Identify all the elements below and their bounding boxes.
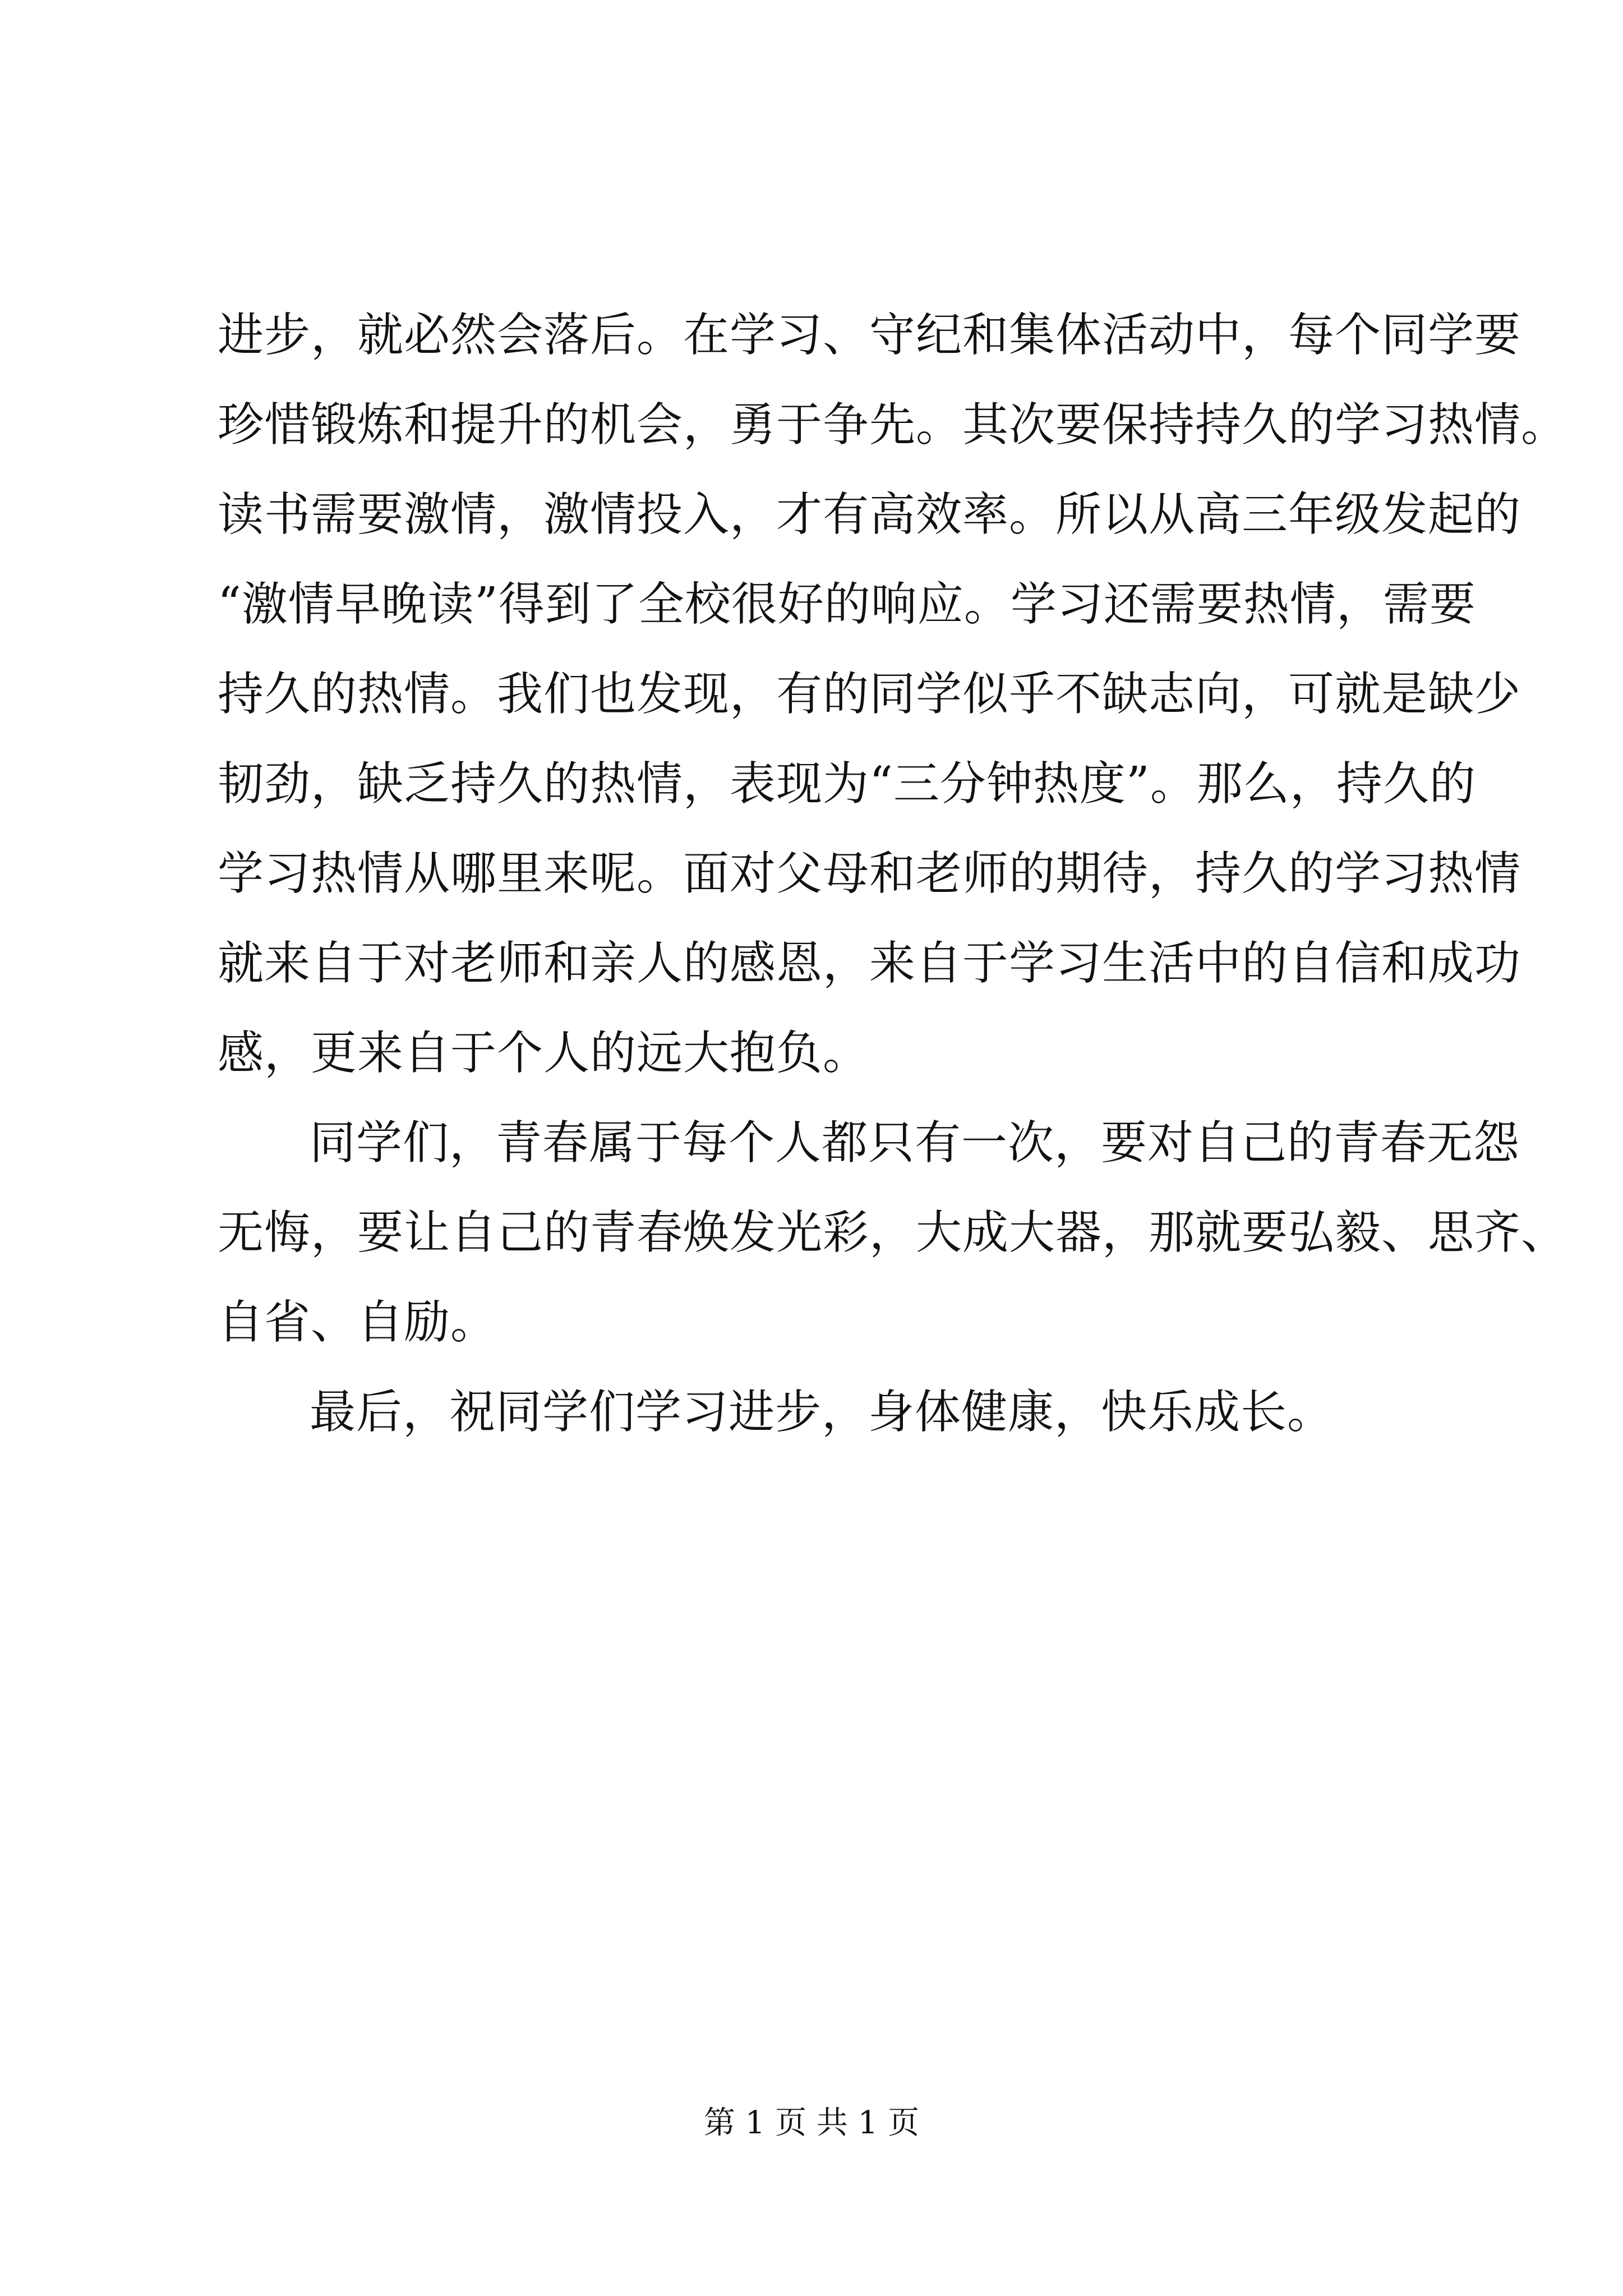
paragraph-1 xyxy=(218,291,1568,1098)
text-line: 持久的热情。我们也发现，有的同学似乎不缺志向，可就是缺少 xyxy=(218,668,1521,721)
text-line: 最后，祝同学们学习进步，身体健康，快乐成长。 xyxy=(310,1386,1334,1439)
text-line: 珍惜锻炼和提升的机会，勇于争先。其次要保持持久的学习热情。 xyxy=(218,398,1568,452)
paragraph-3 xyxy=(218,1368,1429,1457)
text-line: 无悔，要让自己的青春焕发光彩，大成大器，那就要弘毅、思齐、 xyxy=(218,1206,1568,1259)
paragraph-2 xyxy=(218,1098,1568,1368)
text-line: 就来自于对老师和亲人的感恩，来自于学习生活中的自信和成功 xyxy=(218,937,1521,990)
text-line: 进步，就必然会落后。在学习、守纪和集体活动中，每个同学要 xyxy=(218,309,1521,362)
page-footer: 第 1 页 共 1 页 xyxy=(703,2105,920,2141)
text-line: 自省、自励。 xyxy=(218,1296,497,1349)
text-line: 学习热情从哪里来呢。面对父母和老师的期待，持久的学习热情 xyxy=(218,847,1521,900)
document-body xyxy=(218,291,1568,1457)
text-line: 读书需要激情，激情投入，才有高效率。所以从高三年级发起的 xyxy=(218,488,1521,541)
text-line: 同学们，青春属于每个人都只有一次，要对自己的青春无怨 xyxy=(310,1116,1520,1170)
text-line: 感，更来自于个人的远大抱负。 xyxy=(218,1027,870,1080)
text-line: “激情早晚读”得到了全校很好的响应。学习还需要热情，需要 xyxy=(218,578,1476,631)
text-line: 韧劲，缺乏持久的热情，表现为“三分钟热度”。那么，持久的 xyxy=(218,757,1476,811)
